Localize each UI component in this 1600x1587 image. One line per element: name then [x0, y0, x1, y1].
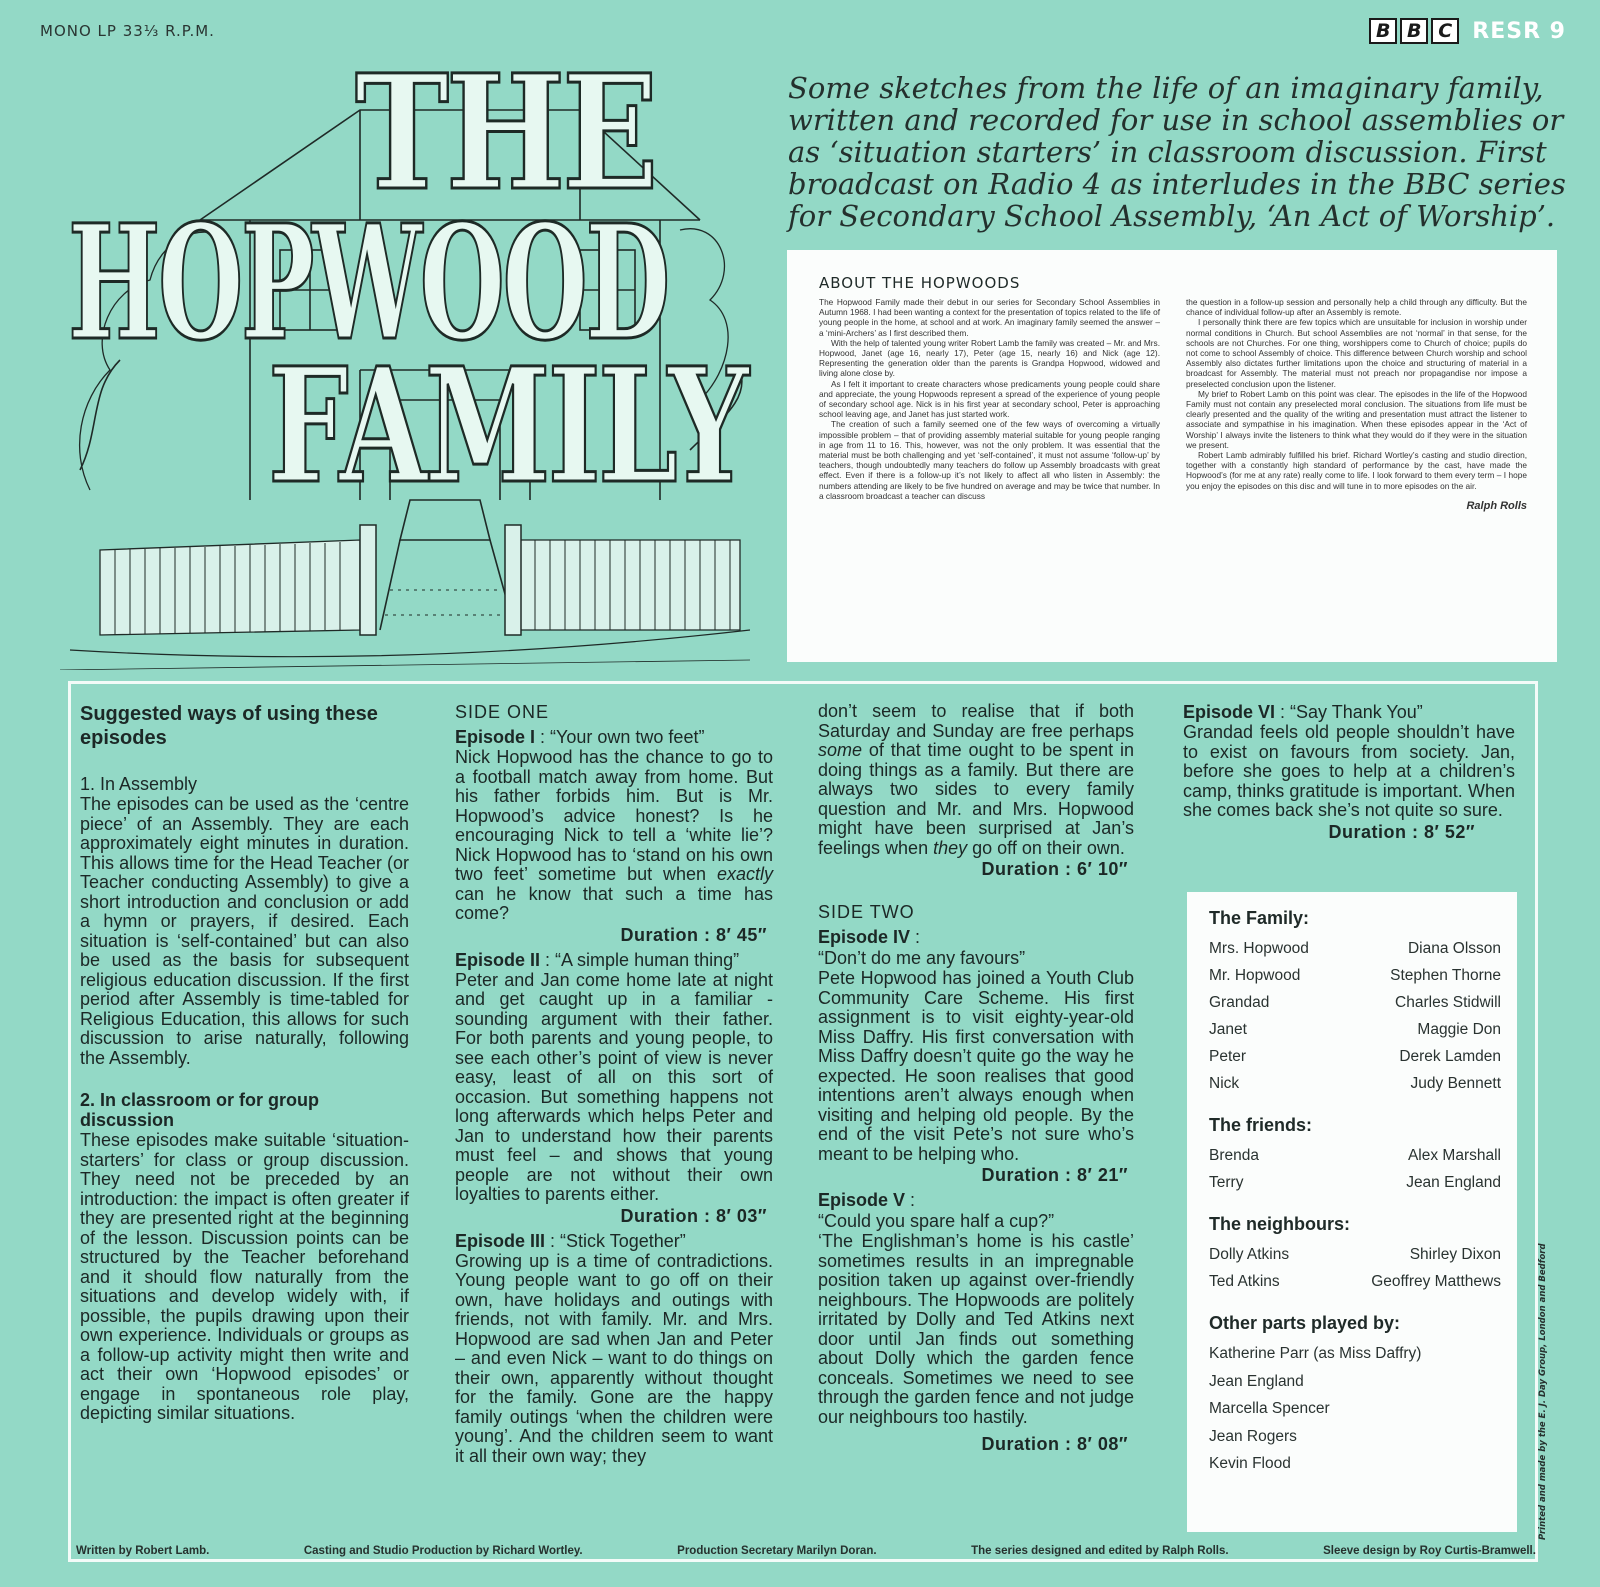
- cast-row: [1209, 1241, 1501, 1268]
- episode-body-emphasis: they: [933, 837, 968, 858]
- credits-line: [76, 1545, 1536, 1557]
- episode-body-continued: [818, 702, 1134, 858]
- episode-label: Episode V: [818, 1190, 906, 1210]
- credit-production: Casting and Studio Production by Richard Wortley.: [303, 1545, 583, 1557]
- episode-duration: Duration : 8′ 21″: [981, 1165, 1128, 1185]
- episode-label: Episode IV: [818, 927, 911, 947]
- cast-heading: The friends:: [1209, 1115, 1313, 1135]
- episode-heading: Episode II : “A simple human thing”: [455, 949, 740, 970]
- about-title: ABOUT THE HOPWOODS: [819, 274, 1021, 292]
- cast-box: [1187, 892, 1517, 1532]
- cast-actor: Shirley Dixon: [1409, 1246, 1501, 1263]
- about-signature: Ralph Rolls: [1466, 499, 1527, 512]
- cast-actor: Geoffrey Matthews: [1371, 1273, 1501, 1290]
- cast-row: [1209, 1070, 1501, 1097]
- cast-heading: The neighbours:: [1209, 1214, 1350, 1234]
- episode-label: Episode III: [455, 1230, 546, 1251]
- cast-actor: Diana Olsson: [1407, 940, 1501, 957]
- cast-other-name: Marcella Spencer: [1209, 1400, 1330, 1417]
- episode-heading: Episode III : “Stick Together”: [455, 1230, 686, 1251]
- episode-body: Peter and Jan come home late at night and get caught up in a familiar - sounding argument with their father. For both parents and young people, to see each other’s point of view is never easy, least of all on this sort of occasion. But something happens not long afterwards which helps Peter and Jan to understand how their parents must feel – and shows that young people are not without their own loyalties to parents either.: [455, 969, 773, 1204]
- cast-row: [1209, 989, 1501, 1016]
- credit-secretary: Production Secretary Marilyn Doran.: [677, 1545, 877, 1557]
- intro-text: Some sketches from the life of an imaginary family, written and recorded for use in school assemblies or as ‘situation starters’ in classroom discussion. First broadcast on Radio 4 as interludes in the BBC series for Secondary School Assembly, ‘An Act of Worship’.: [788, 71, 1566, 233]
- episode-heading: Episode V :: [818, 1190, 916, 1210]
- record-label: [1369, 18, 1566, 44]
- episode-duration: Duration : 8′ 08″: [981, 1434, 1128, 1454]
- cast-family: [1209, 908, 1501, 1097]
- suggested-uses-column: [80, 702, 409, 1424]
- about-columns: [819, 297, 1527, 511]
- episode-body: Pete Hopwood has joined a Youth Club Community Care Scheme. His first assignment is to visit eighty-year-old Miss Daffry. His first conversation with Miss Daffry doesn’t quite go the way he expected. He soon realises that good intentions aren’t always enough when visiting and helping old people. By the end of the visit Pete’s not sure who’s meant to be helping who.: [818, 968, 1134, 1164]
- about-paragraph: the question in a follow-up session and personally help a child through any difficulty. But the chance of individual follow-up after an Assembly is remote.: [1186, 297, 1527, 318]
- cast-row: [1209, 1268, 1501, 1295]
- cast-other-name: Katherine Parr (as Miss Daffry): [1209, 1345, 1422, 1362]
- about-column-left: [819, 297, 1160, 511]
- cast-role: Nick: [1209, 1075, 1240, 1092]
- suggested-uses-title: Suggested ways of using these episodes: [80, 703, 378, 749]
- episode-title: “Could you spare half a cup?”: [818, 1211, 1055, 1231]
- episode-body-emphasis: some: [818, 740, 863, 760]
- assembly-heading: 1. In Assembly: [80, 774, 198, 794]
- bbc-logo: [1369, 18, 1462, 44]
- episode-body: Grandad feels old people shouldn’t have to exist on favours from society. Jan, before she goes to help at a children’s camp, thinks gratitude is important. When she comes back she’s not quite so sure.: [1183, 722, 1515, 820]
- format-label: MONO LP 33⅓ R.P.M.: [40, 22, 215, 40]
- episode-label: Episode VI: [1183, 702, 1276, 722]
- cast-row: [1209, 1043, 1501, 1070]
- about-paragraph: I personally think there are few topics which are unsuitable for inclusion in worship under normal conditions in Church. But school Assemblies are not ‘normal’ in that sense, for the schools are not Churches. For one thing, worshippers come to Church of choice; pupils do not come to school Assembly of choice. This difference between Church worship and school Assembly also dictates further limitations upon the choice and structuring of material in a broadcast for Assembly. The material must not preach nor propagandise nor impose a preselected conclusion upon the listener.: [1186, 317, 1527, 389]
- cast-role: Terry: [1209, 1174, 1244, 1191]
- episode-heading: Episode I : “Your own two feet”: [455, 727, 705, 747]
- episode-body-text: can he know that such a time has come?: [455, 883, 773, 923]
- cast-role: Grandad: [1209, 994, 1270, 1011]
- cast-role: Brenda: [1209, 1147, 1259, 1164]
- episode-heading: Episode VI : “Say Thank You”: [1183, 702, 1423, 722]
- episode-duration: Duration : 8′ 52″: [1328, 821, 1475, 842]
- cast-friends: [1209, 1115, 1501, 1196]
- classroom-body: These episodes make suitable ‘situation-starters’ for class or group discussion. They need not be preceded by an introduction: the impact is often greater if they are presented right at the beginning of the lesson. Discussion points can be structured by the Teacher beforehand and it should flow naturally from the situations and develop widely with, if possible, the pupils drawing upon their own experience. Individuals or groups as a follow-up activity might then write and act their own ‘Hopwood episodes’ or engage in spontaneous role play, depicting similar situations.: [80, 1130, 409, 1423]
- episode-six-column: [1183, 702, 1515, 843]
- cast-role: Mrs. Hopwood: [1209, 940, 1309, 957]
- episode-title: “Stick Together”: [560, 1230, 686, 1251]
- episode-duration: Duration : 8′ 45″: [620, 924, 767, 945]
- cast-actor: Judy Bennett: [1410, 1075, 1501, 1092]
- side-two-heading: SIDE TWO: [818, 902, 915, 922]
- title-line-hopwood: HOPWOOD: [68, 191, 668, 376]
- classroom-heading: 2. In classroom or for group discussion: [80, 1090, 320, 1130]
- episode-label: Episode II: [455, 949, 541, 970]
- episode-duration: Duration : 6′ 10″: [981, 859, 1128, 879]
- episode-title: “Your own two feet”: [550, 727, 705, 747]
- episode-heading: Episode IV :: [818, 927, 921, 947]
- cast-role: Ted Atkins: [1209, 1273, 1280, 1290]
- cast-heading: Other parts played by:: [1209, 1313, 1401, 1333]
- cast-actor: Maggie Don: [1417, 1021, 1501, 1038]
- episode-title: “A simple human thing”: [555, 949, 740, 970]
- cast-role: Dolly Atkins: [1209, 1246, 1290, 1263]
- side-two-column: [818, 702, 1134, 1455]
- printer-credit-text: Printed and made by the E. J. Day Group, London and Bedford: [1538, 1243, 1548, 1540]
- cast-heading: The Family:: [1209, 908, 1310, 928]
- episode-body-text: go off on their own.: [967, 837, 1125, 858]
- printer-credit: [1538, 1240, 1552, 1540]
- about-box: [787, 250, 1557, 662]
- cast-role: Mr. Hopwood: [1209, 967, 1301, 984]
- episode-body-text: Nick Hopwood has the chance to go to a football match away from home. But his father forbids him. But is Mr. Hopwood’s advice honest? Is he encouraging Nick to tell a ‘white lie’? Nick Hopwood has to ‘stand on his own two feet’ sometime but when: [455, 747, 773, 884]
- credit-writer: Written by Robert Lamb.: [76, 1545, 210, 1557]
- episode-body: ‘The Englishman’s home is his castle’ sometimes results in an impregnable position taken up against over-friendly neighbours. The Hopwoods are politely irritated by Dolly and Ted Atkins next door until Jan finds out something about Dolly which the garden fence conceals. Sometimes we need to see through the garden fence and not judge our neighbours too hastily.: [818, 1231, 1134, 1427]
- cast-other-name: Jean England: [1209, 1372, 1304, 1390]
- side-one-heading: SIDE ONE: [455, 702, 550, 722]
- cast-row: [1209, 1169, 1501, 1196]
- episode-body: Growing up is a time of contradictions. Young people want to go off on their own, have holidays and outings with friends, not with family. Mr. and Mrs. Hopwood are sad when Jan and Peter – and even Nick – want to do things on their own, apparently without thought for the family. Gone are the happy family outings ‘when the children were young’. And the children seem to want it all their own way; they: [455, 1250, 773, 1466]
- episode-body-text: of that time ought to be spent in doing things as a family. But there are always two sides to every family question and Mr. and Mrs. Hopwood might have been surprised at Jan’s feelings when: [818, 740, 1134, 858]
- catalogue-number: RESR 9: [1472, 18, 1566, 44]
- episode-body-text: don’t seem to realise that if both Saturday and Sunday are free perhaps: [818, 701, 1134, 741]
- side-one-column: [455, 702, 773, 1466]
- bbc-logo-letter: C: [1431, 18, 1459, 44]
- episode-title: “Say Thank You”: [1290, 702, 1423, 722]
- about-paragraph: The creation of such a family seemed one of the few ways of overcoming a virtually impossible problem – that of providing assembly material suitable for young people ranging in age from 11 to 16. This, however, was not the only problem. It was essential that the material must be both challenging and yet ‘self-contained’, it must not assume ‘follow-up’ by teachers, though undoubtedly many teachers do follow up Assembly broadcasts with great effect. Even if there is a follow-up it’s not likely to affect all who listen in Assembly: the numbers attending are likely to be five hundred on average and may be twice that number. In a classroom broadcast a teacher can discuss: [819, 419, 1160, 501]
- episode-body-emphasis: exactly: [716, 864, 773, 884]
- about-paragraph: With the help of talented young writer Robert Lamb the family was created – Mr. and Mrs. Hopwood, Janet (age 16, nearly 17), Peter (age 15, nearly 16) and Nick (age 12). Representing the generation older than the parents is Grandpa Hopwood, widowed and living alone close by.: [819, 337, 1160, 379]
- cast-role: Peter: [1209, 1048, 1247, 1065]
- episode-label: Episode I: [455, 727, 536, 747]
- cast-actor: Derek Lamden: [1399, 1048, 1501, 1065]
- credit-sleeve-design: Sleeve design by Roy Curtis-Bramwell.: [1323, 1545, 1536, 1557]
- episode-body: [455, 748, 773, 924]
- cast-actor: Charles Stidwill: [1395, 994, 1501, 1011]
- bbc-logo-letter: B: [1400, 18, 1428, 44]
- about-column-right: [1186, 297, 1527, 511]
- episode-duration: Duration : 8′ 03″: [620, 1205, 767, 1226]
- cast-other-name: Kevin Flood: [1209, 1455, 1291, 1472]
- cast-actor: Jean England: [1406, 1174, 1501, 1191]
- cast-neighbours: [1209, 1214, 1501, 1295]
- cast-other-name: Jean Rogers: [1209, 1427, 1297, 1445]
- about-paragraph: Robert Lamb admirably fulfilled his brief. Richard Wortley’s casting and studio direction, together with a constantly high standard of performance by the cast, have made the Hopwood’s (for me at any rate) really come to life. I look forward to them every term – I hope you enjoy the episodes on this disc and will tune in to more episodes on the air.: [1186, 450, 1527, 491]
- about-paragraph: As I felt it important to create characters whose predicaments young people could share and appreciate, the young Hopwoods represent a spread of the experience of young people of secondary school age. Nick is in his first year at secondary school, Peter is approaching school leaving age, and Janet has just started work.: [819, 378, 1160, 420]
- cast-actor: Stephen Thorne: [1390, 967, 1501, 984]
- cast-other: [1209, 1313, 1501, 1478]
- cast-role: Janet: [1209, 1021, 1247, 1038]
- title-line-the: THE: [355, 41, 656, 226]
- cast-row: [1209, 935, 1501, 962]
- credit-editor: The series designed and edited by Ralph Rolls.: [971, 1545, 1229, 1557]
- cast-row: [1209, 1016, 1501, 1043]
- cast-actor: Alex Marshall: [1407, 1147, 1501, 1164]
- bbc-logo-letter: B: [1369, 18, 1397, 44]
- assembly-body: The episodes can be used as the ‘centre piece’ of an Assembly. They are each approximately eight minutes in duration. This allows time for the Head Teacher (or Teacher conducting Assembly) to give a short introduction and conclusion or add a hymn or prayers, if desired. Each situation is ‘self-contained’ but can also be used as the basis for subsequent religious education discussion. If the first period after Assembly is time-tabled for Religious Education, this allows for such discussion to arise naturally, following the Assembly.: [80, 794, 409, 1068]
- about-paragraph: The Hopwood Family made their debut in our series for Secondary School Assemblies in Autumn 1968. I had been wanting a context for the presentation of topics related to the life of young people in the home, at school and at work. An imaginary family seemed the answer – a ‘mini-Archers’ as I first described them.: [819, 297, 1160, 338]
- about-paragraph: My brief to Robert Lamb on this point was clear. The episodes in the life of the Hopwood Family must not contain any preselected moral conclusion. The situations from life must be clearly presented and the quality of the writing and presentation must attract the listener to associate and sympathise in his imagination. When these episodes appear in the ‘Act of Worship’ I always invite the listeners to think what they would do if they were in the situation we present.: [1186, 388, 1527, 450]
- cast-row: [1209, 1142, 1501, 1169]
- title-line-family: FAMILY: [268, 334, 747, 519]
- episode-title: “Don’t do me any favours”: [818, 948, 1026, 968]
- cast-row: [1209, 962, 1501, 989]
